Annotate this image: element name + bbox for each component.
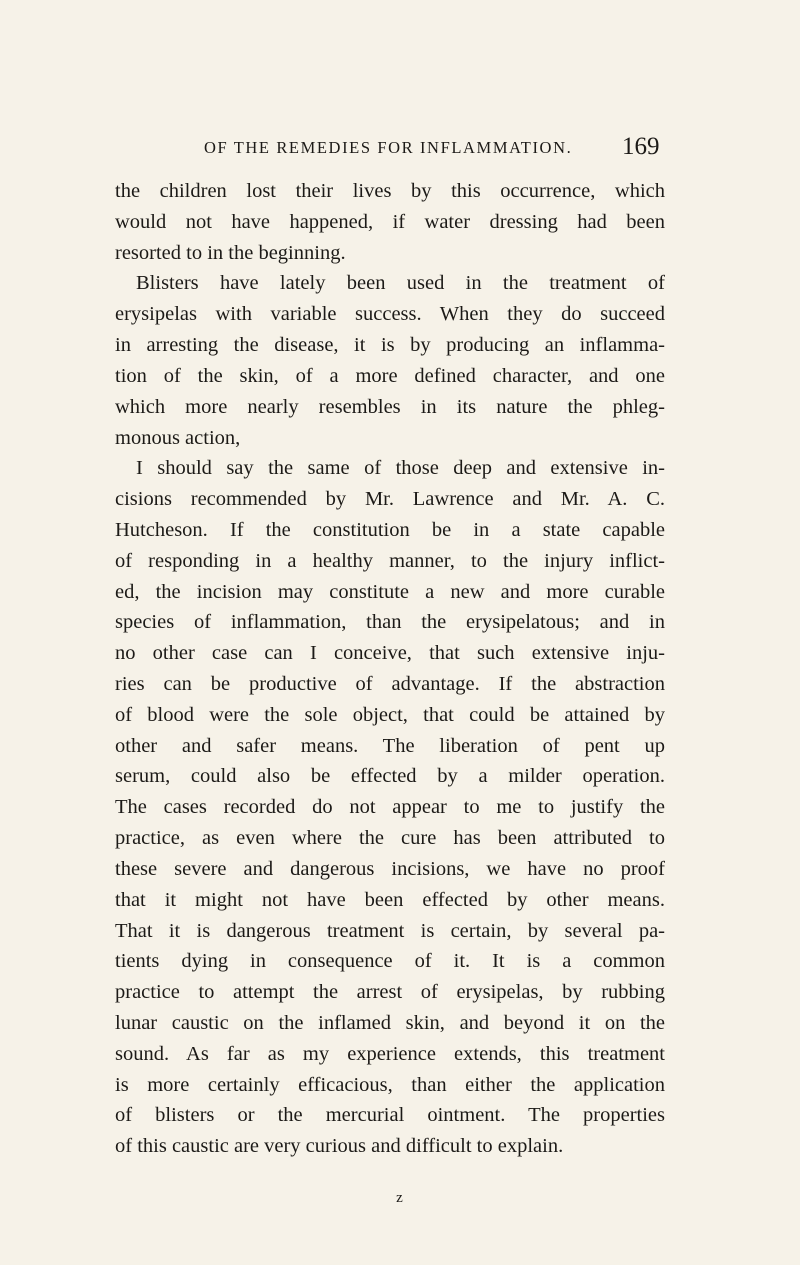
text-line: erysipelas with variable success. When they do succeed bbox=[115, 303, 665, 326]
text-line: lunar caustic on the inflamed skin, and beyond it on the bbox=[115, 1011, 665, 1034]
text-line: The cases recorded do not appear to me to justify the bbox=[115, 796, 665, 819]
text-line: the children lost their lives by this occurrence, which bbox=[115, 180, 665, 202]
text-line: ries can be productive of advantage. If the abstraction bbox=[115, 673, 665, 695]
signature-mark: z bbox=[396, 1190, 404, 1206]
text-line: is more certainly efficacious, than either the application bbox=[115, 1073, 665, 1096]
text-line: tion of the skin, of a more defined character, and one bbox=[115, 364, 665, 387]
text-line: these severe and dangerous incisions, we have no proof bbox=[115, 857, 665, 880]
text-line: ed, the incision may constitute a new and more curable bbox=[115, 580, 665, 603]
running-title: OF THE REMEDIES FOR INFLAMMATION. bbox=[204, 138, 573, 157]
text-line: which more nearly resembles in its nature the phleg- bbox=[115, 395, 665, 418]
text-line: that it might not have been effected by other means. bbox=[115, 888, 665, 911]
text-line: would not have happened, if water dressing had been bbox=[115, 210, 665, 233]
running-header bbox=[0, 134, 800, 162]
body-text bbox=[115, 176, 665, 1162]
text-line: monous action, bbox=[115, 426, 241, 449]
text-line: no other case can I conceive, that such extensive inju- bbox=[115, 642, 665, 665]
text-line: practice, as even where the cure has been attributed to bbox=[115, 827, 665, 850]
text-line: I should say the same of those deep and extensive in- bbox=[136, 457, 665, 480]
text-line: of responding in a healthy manner, to the injury inflict- bbox=[115, 549, 665, 572]
text-line: of blisters or the mercurial ointment. The properties bbox=[115, 1104, 665, 1127]
text-line: That it is dangerous treatment is certain, by several pa- bbox=[115, 919, 665, 942]
text-line: species of inflammation, than the erysipelatous; and in bbox=[115, 611, 665, 634]
text-line: of blood were the sole object, that could be attained by bbox=[115, 703, 665, 726]
text-line: sound. As far as my experience extends, this treatment bbox=[115, 1042, 665, 1065]
text-line: practice to attempt the arrest of erysipelas, by rubbing bbox=[115, 981, 665, 1004]
text-line: Blisters have lately been used in the treatment of bbox=[136, 272, 665, 295]
text-line: tients dying in consequence of it. It is a common bbox=[115, 950, 665, 973]
text-line: resorted to in the beginning. bbox=[115, 241, 346, 264]
text-line: cisions recommended by Mr. Lawrence and Mr. A. C. bbox=[115, 488, 665, 511]
text-line: of this caustic are very curious and difficult to explain. bbox=[115, 1135, 564, 1158]
text-line: serum, could also be effected by a milder operation. bbox=[115, 765, 665, 788]
page-number: 169 bbox=[622, 133, 660, 160]
text-line: Hutcheson. If the constitution be in a state capable bbox=[115, 518, 665, 541]
text-line: in arresting the disease, it is by producing an inflamma- bbox=[115, 334, 665, 357]
text-line: other and safer means. The liberation of pent up bbox=[115, 734, 665, 757]
